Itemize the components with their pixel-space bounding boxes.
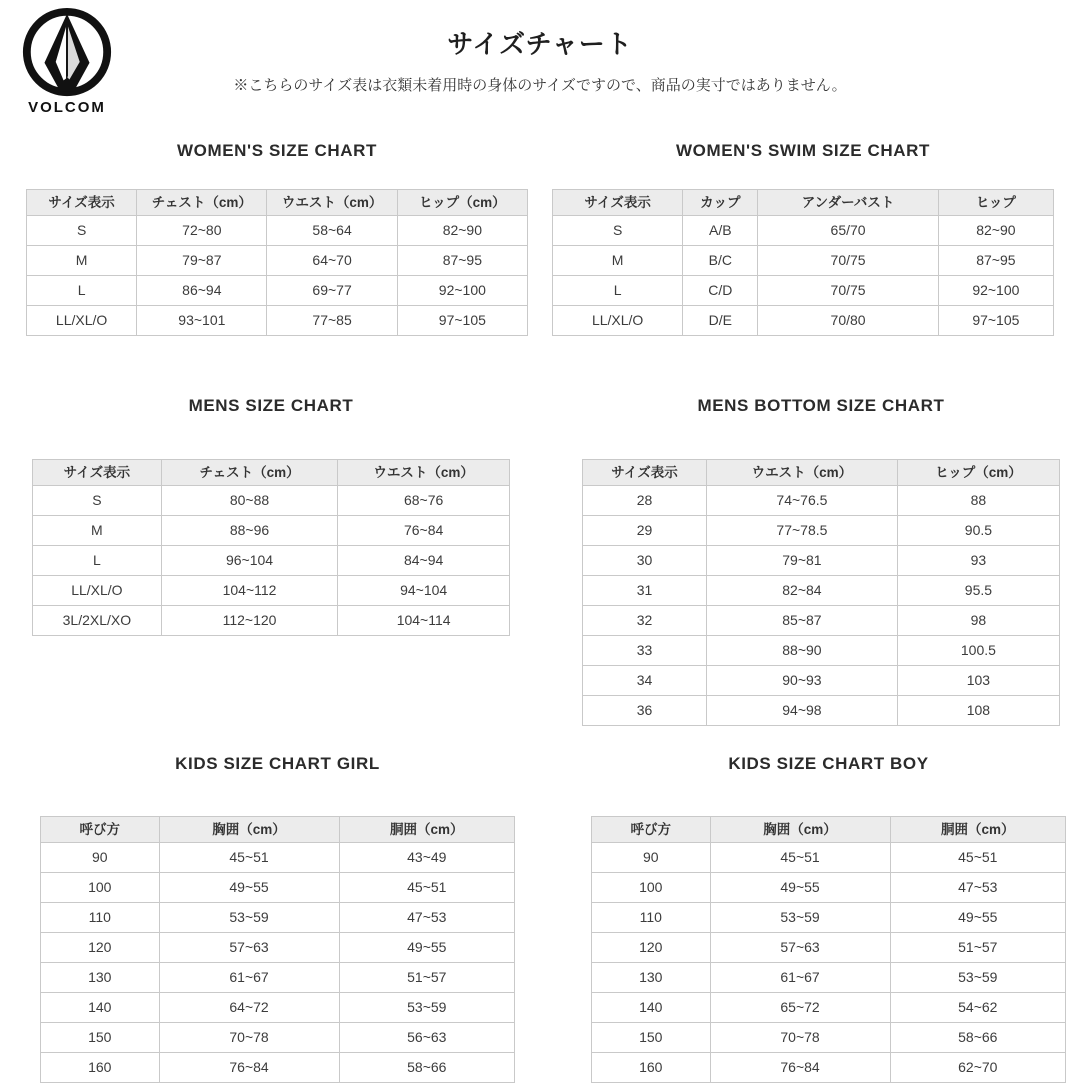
column-header: カップ xyxy=(683,190,758,216)
kids-girl-size-table xyxy=(40,816,515,1083)
table-cell: 160 xyxy=(592,1053,711,1083)
womens-size-table xyxy=(26,189,528,336)
table-header-row xyxy=(553,190,1054,216)
table-row xyxy=(553,276,1054,306)
column-header: 胸囲（cm） xyxy=(710,817,890,843)
table-cell: L xyxy=(33,546,162,576)
section-title: MENS SIZE CHART xyxy=(188,396,354,415)
table-row xyxy=(592,903,1066,933)
table-cell: 56~63 xyxy=(339,1023,514,1053)
page-title: サイズチャート xyxy=(447,29,633,59)
table-cell: 45~51 xyxy=(159,843,339,873)
table-cell: S xyxy=(553,216,683,246)
table-cell: 79~87 xyxy=(137,246,267,276)
column-header: 胴囲（cm） xyxy=(339,817,514,843)
section-title: MENS BOTTOM SIZE CHART xyxy=(697,396,945,415)
section-title: WOMEN'S SWIM SIZE CHART xyxy=(676,141,930,160)
table-cell: 104~112 xyxy=(161,576,337,606)
table-cell: 64~72 xyxy=(159,993,339,1023)
table-cell: 94~98 xyxy=(707,696,898,726)
table-row xyxy=(583,486,1060,516)
table-row xyxy=(33,546,510,576)
table-cell: 45~51 xyxy=(339,873,514,903)
table-row xyxy=(41,843,515,873)
column-header: チェスト（cm） xyxy=(137,190,267,216)
table-cell: 76~84 xyxy=(338,516,510,546)
table-cell: 53~59 xyxy=(890,963,1065,993)
table-cell: 29 xyxy=(583,516,707,546)
table-row xyxy=(27,216,528,246)
table-cell: 140 xyxy=(41,993,160,1023)
column-header: ヒップ（cm） xyxy=(397,190,527,216)
column-header: 胴囲（cm） xyxy=(890,817,1065,843)
table-cell: 110 xyxy=(592,903,711,933)
table-cell: 98 xyxy=(897,606,1059,636)
table-cell: 76~84 xyxy=(159,1053,339,1083)
table-cell: 70/75 xyxy=(758,246,938,276)
table-cell: 53~59 xyxy=(159,903,339,933)
table-cell: 69~77 xyxy=(267,276,397,306)
mens-size-table xyxy=(32,459,510,636)
table-row xyxy=(592,993,1066,1023)
table-row xyxy=(41,1023,515,1053)
table-cell: 86~94 xyxy=(137,276,267,306)
section-title: KIDS SIZE CHART GIRL xyxy=(175,754,380,773)
column-header: サイズ表示 xyxy=(583,460,707,486)
table-cell: 88 xyxy=(897,486,1059,516)
table-cell: 90 xyxy=(41,843,160,873)
table-cell: 90.5 xyxy=(897,516,1059,546)
table-cell: 100 xyxy=(592,873,711,903)
table-cell: 70~78 xyxy=(710,1023,890,1053)
table-cell: 108 xyxy=(897,696,1059,726)
chart-row-womens xyxy=(0,141,1080,336)
table-row xyxy=(41,873,515,903)
table-cell: 28 xyxy=(583,486,707,516)
column-header: サイズ表示 xyxy=(553,190,683,216)
table-row xyxy=(41,903,515,933)
size-table xyxy=(26,189,528,336)
table-cell: 88~96 xyxy=(161,516,337,546)
table-row xyxy=(592,1023,1066,1053)
table-cell: 47~53 xyxy=(339,903,514,933)
table-cell: 58~64 xyxy=(267,216,397,246)
table-row xyxy=(41,963,515,993)
table-row xyxy=(583,546,1060,576)
table-cell: M xyxy=(27,246,137,276)
table-cell: 70~78 xyxy=(159,1023,339,1053)
table-cell: 96~104 xyxy=(161,546,337,576)
table-cell: 51~57 xyxy=(339,963,514,993)
table-cell: 32 xyxy=(583,606,707,636)
table-cell: 90 xyxy=(592,843,711,873)
table-cell: 140 xyxy=(592,993,711,1023)
page-note: ※こちらのサイズ表は衣類未着用時の身体のサイズですので、商品の実寸ではありません。 xyxy=(233,77,847,94)
table-cell: 103 xyxy=(897,666,1059,696)
column-header: ヒップ xyxy=(938,190,1053,216)
table-cell: 76~84 xyxy=(710,1053,890,1083)
table-row xyxy=(583,516,1060,546)
table-cell: 72~80 xyxy=(137,216,267,246)
mens-bottom-size-table xyxy=(582,459,1060,726)
table-cell: LL/XL/O xyxy=(553,306,683,336)
table-cell: 51~57 xyxy=(890,933,1065,963)
table-cell: 82~84 xyxy=(707,576,898,606)
section-mens-bottom-size-chart xyxy=(536,396,1066,726)
table-cell: 70/75 xyxy=(758,276,938,306)
table-cell: 77~85 xyxy=(267,306,397,336)
column-header: 呼び方 xyxy=(41,817,160,843)
table-cell: 90~93 xyxy=(707,666,898,696)
column-header: チェスト（cm） xyxy=(161,460,337,486)
volcom-logo xyxy=(14,6,120,116)
table-cell: 94~104 xyxy=(338,576,510,606)
table-cell: 84~94 xyxy=(338,546,510,576)
table-row xyxy=(592,843,1066,873)
table-cell: M xyxy=(553,246,683,276)
table-cell: 3L/2XL/XO xyxy=(33,606,162,636)
size-table xyxy=(582,459,1060,726)
table-row xyxy=(553,306,1054,336)
page-header xyxy=(0,0,1080,95)
table-cell: L xyxy=(27,276,137,306)
table-cell: 61~67 xyxy=(710,963,890,993)
table-cell: 58~66 xyxy=(339,1053,514,1083)
table-header-row xyxy=(592,817,1066,843)
womens-swim-size-table xyxy=(552,189,1054,336)
table-cell: 65/70 xyxy=(758,216,938,246)
table-row xyxy=(41,933,515,963)
table-header-row xyxy=(41,817,515,843)
table-cell: 57~63 xyxy=(710,933,890,963)
table-cell: LL/XL/O xyxy=(33,576,162,606)
table-header-row xyxy=(583,460,1060,486)
table-cell: 74~76.5 xyxy=(707,486,898,516)
column-header: ウエスト（cm） xyxy=(338,460,510,486)
table-cell: 100.5 xyxy=(897,636,1059,666)
section-kids-size-chart-boy xyxy=(535,754,1066,1083)
table-row xyxy=(592,933,1066,963)
section-mens-size-chart xyxy=(14,396,536,726)
column-header: 呼び方 xyxy=(592,817,711,843)
size-table xyxy=(40,816,515,1083)
table-cell: 82~90 xyxy=(938,216,1053,246)
table-cell: 110 xyxy=(41,903,160,933)
table-row xyxy=(583,636,1060,666)
brand-name: VOLCOM xyxy=(28,99,106,116)
table-cell: 49~55 xyxy=(890,903,1065,933)
table-cell: 93~101 xyxy=(137,306,267,336)
table-cell: 49~55 xyxy=(339,933,514,963)
table-cell: 57~63 xyxy=(159,933,339,963)
column-header: サイズ表示 xyxy=(33,460,162,486)
column-header: アンダーバスト xyxy=(758,190,938,216)
table-cell: 43~49 xyxy=(339,843,514,873)
table-cell: 112~120 xyxy=(161,606,337,636)
table-cell: 70/80 xyxy=(758,306,938,336)
table-cell: 36 xyxy=(583,696,707,726)
section-womens-size-chart xyxy=(14,141,540,336)
table-row xyxy=(583,576,1060,606)
table-cell: 47~53 xyxy=(890,873,1065,903)
table-cell: 130 xyxy=(41,963,160,993)
table-cell: 160 xyxy=(41,1053,160,1083)
table-row xyxy=(33,516,510,546)
table-cell: 100 xyxy=(41,873,160,903)
size-table xyxy=(552,189,1054,336)
table-row xyxy=(27,306,528,336)
section-title: KIDS SIZE CHART BOY xyxy=(728,754,929,773)
table-cell: 87~95 xyxy=(938,246,1053,276)
table-cell: 150 xyxy=(592,1023,711,1053)
table-cell: 80~88 xyxy=(161,486,337,516)
table-cell: 30 xyxy=(583,546,707,576)
kids-boy-size-table xyxy=(591,816,1066,1083)
section-womens-swim-size-chart xyxy=(540,141,1066,336)
table-cell: M xyxy=(33,516,162,546)
table-cell: B/C xyxy=(683,246,758,276)
table-cell: 53~59 xyxy=(339,993,514,1023)
table-cell: LL/XL/O xyxy=(27,306,137,336)
table-cell: 34 xyxy=(583,666,707,696)
table-cell: 45~51 xyxy=(890,843,1065,873)
table-cell: 93 xyxy=(897,546,1059,576)
table-cell: 62~70 xyxy=(890,1053,1065,1083)
table-cell: 130 xyxy=(592,963,711,993)
table-cell: 68~76 xyxy=(338,486,510,516)
chart-row-mens xyxy=(0,396,1080,726)
volcom-stone-icon xyxy=(18,6,116,101)
table-row xyxy=(27,246,528,276)
table-cell: 97~105 xyxy=(397,306,527,336)
table-cell: 87~95 xyxy=(397,246,527,276)
size-table xyxy=(591,816,1066,1083)
table-header-row xyxy=(27,190,528,216)
table-row xyxy=(592,963,1066,993)
table-cell: 61~67 xyxy=(159,963,339,993)
table-header-row xyxy=(33,460,510,486)
table-cell: A/B xyxy=(683,216,758,246)
size-table xyxy=(32,459,510,636)
table-row xyxy=(33,576,510,606)
section-title: WOMEN'S SIZE CHART xyxy=(177,141,377,160)
column-header: ウエスト（cm） xyxy=(267,190,397,216)
table-row xyxy=(592,1053,1066,1083)
chart-row-kids xyxy=(0,754,1080,1083)
table-cell: C/D xyxy=(683,276,758,306)
table-row xyxy=(553,216,1054,246)
table-row xyxy=(583,606,1060,636)
table-cell: 92~100 xyxy=(397,276,527,306)
table-row xyxy=(41,993,515,1023)
table-cell: 33 xyxy=(583,636,707,666)
table-cell: 120 xyxy=(41,933,160,963)
table-cell: 95.5 xyxy=(897,576,1059,606)
table-cell: 53~59 xyxy=(710,903,890,933)
table-row xyxy=(553,246,1054,276)
table-row xyxy=(33,606,510,636)
table-row xyxy=(33,486,510,516)
table-cell: 150 xyxy=(41,1023,160,1053)
table-cell: 92~100 xyxy=(938,276,1053,306)
table-cell: 88~90 xyxy=(707,636,898,666)
table-cell: 45~51 xyxy=(710,843,890,873)
table-cell: 49~55 xyxy=(710,873,890,903)
table-cell: D/E xyxy=(683,306,758,336)
table-row xyxy=(583,666,1060,696)
table-cell: 82~90 xyxy=(397,216,527,246)
table-row xyxy=(583,696,1060,726)
table-cell: 54~62 xyxy=(890,993,1065,1023)
section-kids-size-chart-girl xyxy=(14,754,535,1083)
table-cell: 64~70 xyxy=(267,246,397,276)
column-header: ウエスト（cm） xyxy=(707,460,898,486)
table-cell: 31 xyxy=(583,576,707,606)
table-row xyxy=(41,1053,515,1083)
table-row xyxy=(27,276,528,306)
column-header: 胸囲（cm） xyxy=(159,817,339,843)
table-cell: S xyxy=(33,486,162,516)
table-cell: 104~114 xyxy=(338,606,510,636)
table-cell: 49~55 xyxy=(159,873,339,903)
table-cell: 58~66 xyxy=(890,1023,1065,1053)
table-cell: 120 xyxy=(592,933,711,963)
column-header: ヒップ（cm） xyxy=(897,460,1059,486)
table-row xyxy=(592,873,1066,903)
table-cell: 77~78.5 xyxy=(707,516,898,546)
table-cell: 97~105 xyxy=(938,306,1053,336)
table-cell: S xyxy=(27,216,137,246)
table-cell: 85~87 xyxy=(707,606,898,636)
table-cell: 79~81 xyxy=(707,546,898,576)
table-cell: L xyxy=(553,276,683,306)
table-cell: 65~72 xyxy=(710,993,890,1023)
column-header: サイズ表示 xyxy=(27,190,137,216)
